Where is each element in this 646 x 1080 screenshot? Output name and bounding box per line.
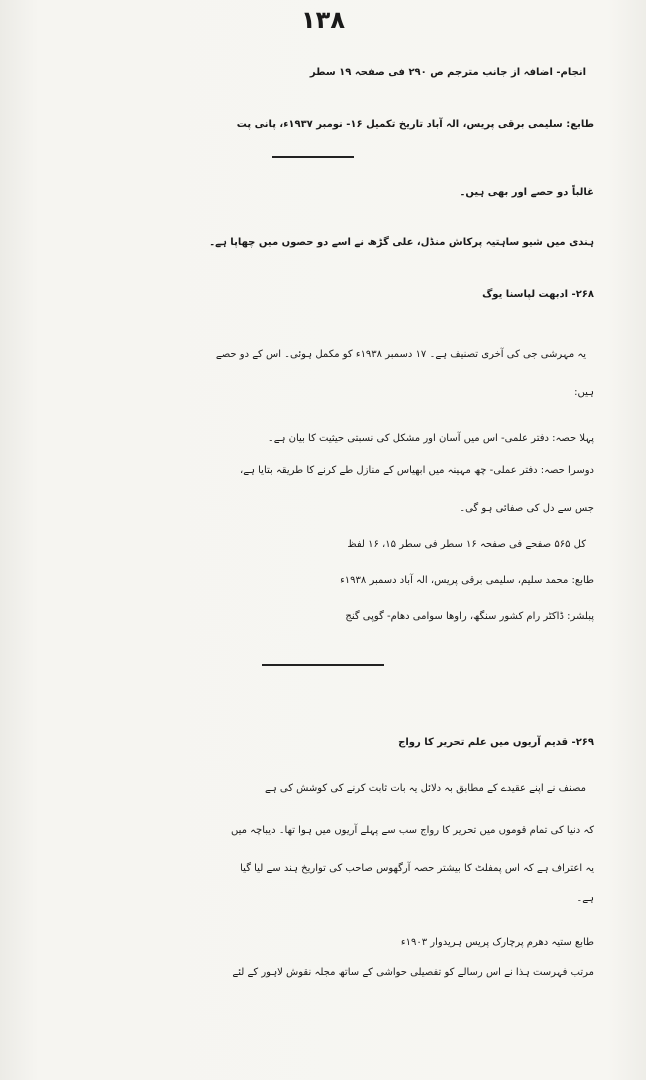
entry-268-line-8: پبلشر: ڈاکٹر رام کشور سنگھ، راوھا سوامی دھام- گوپی گنج <box>345 611 594 622</box>
entry-268-heading: ۲۶۸- ادبھت لپاسنا یوگ <box>482 289 594 300</box>
entry-268-line-5: جس سے دل کی صفائی ہو گی۔ <box>459 503 594 514</box>
entry-269-line-4: ہے۔ <box>576 893 594 904</box>
divider-1 <box>272 156 354 158</box>
section1-line-1: غالباً دو حصے اور بھی ہیں۔ <box>459 187 594 198</box>
entry-269-line-5: طابع ستیہ دھرم پرچارک پریس ہریدوار ۱۹۰۳ء <box>400 937 594 948</box>
entry-268-line-7: طابع: محمد سلیم، سلیمی برقی پریس، الہ آباد دسمبر ۱۹۳۸ء <box>340 575 594 586</box>
section1-line-2: ہندی میں شیو ساہتیہ پرکاش منڈل، علی گڑھ نے اسے دو حصوں میں چھاپا ہے۔ <box>209 237 594 248</box>
entry-269-line-3: یہ اعتراف ہے کہ اس پمفلٹ کا بیشتر حصہ آرگھوس صاحب کی تواریخ ہند سے لیا گیا <box>240 863 594 874</box>
entry-268-line-4: دوسرا حصہ: دفتر عملی- چھ مہینہ میں ابھیاس کے منازل طے کرنے کا طریقہ بتایا ہے، <box>239 465 594 476</box>
entry-269-line-6: مرتب فہرست ہذا نے اس رسالے کو تفصیلی حواشی کے ساتھ مجلہ نقوش لاہور کے لئے <box>232 967 594 978</box>
divider-2 <box>262 664 384 666</box>
entry-268-line-1: یہ مہرشی جی کی آخری تصنیف ہے۔ ۱۷ دسمبر ۱۹۳۸ء کو مکمل ہوئی۔ اس کے دو حصے <box>215 349 586 360</box>
top-line-2: طابع: سلیمی برقی پریس، الہ آباد تاریخ تکمیل ۱۶- نومبر ۱۹۳۷ء، پانی پت <box>236 119 594 130</box>
entry-268-line-6: کل ۵۶۵ صفحے فی صفحہ ۱۶ سطر فی سطر ۱۵، ۱۶ لفظ <box>347 539 586 550</box>
entry-268-line-2: ہیں: <box>574 387 594 398</box>
page-number: ۱۳۸ <box>301 6 345 34</box>
top-line-1: انجام- اضافہ از جانب مترجم ص ۲۹۰ فی صفحہ ۱۹ سطر <box>309 67 586 78</box>
entry-268-line-3: پہلا حصہ: دفتر علمی- اس میں آسان اور مشکل کی نسبتی حیثیت کا بیان ہے۔ <box>267 433 594 444</box>
entry-269-line-2: کہ دنیا کی تمام قوموں میں تحریر کا رواج سب سے پہلے آریوں میں ہوا تھا۔ دیباچہ میں <box>231 825 594 836</box>
entry-269-heading: ۲۶۹- قدیم آریوں میں علم تحریر کا رواج <box>398 737 594 748</box>
entry-269-line-1: مصنف نے اپنے عقیدے کے مطابق بہ دلائل یہ بات ثابت کرنے کی کوشش کی ہے <box>264 783 586 794</box>
